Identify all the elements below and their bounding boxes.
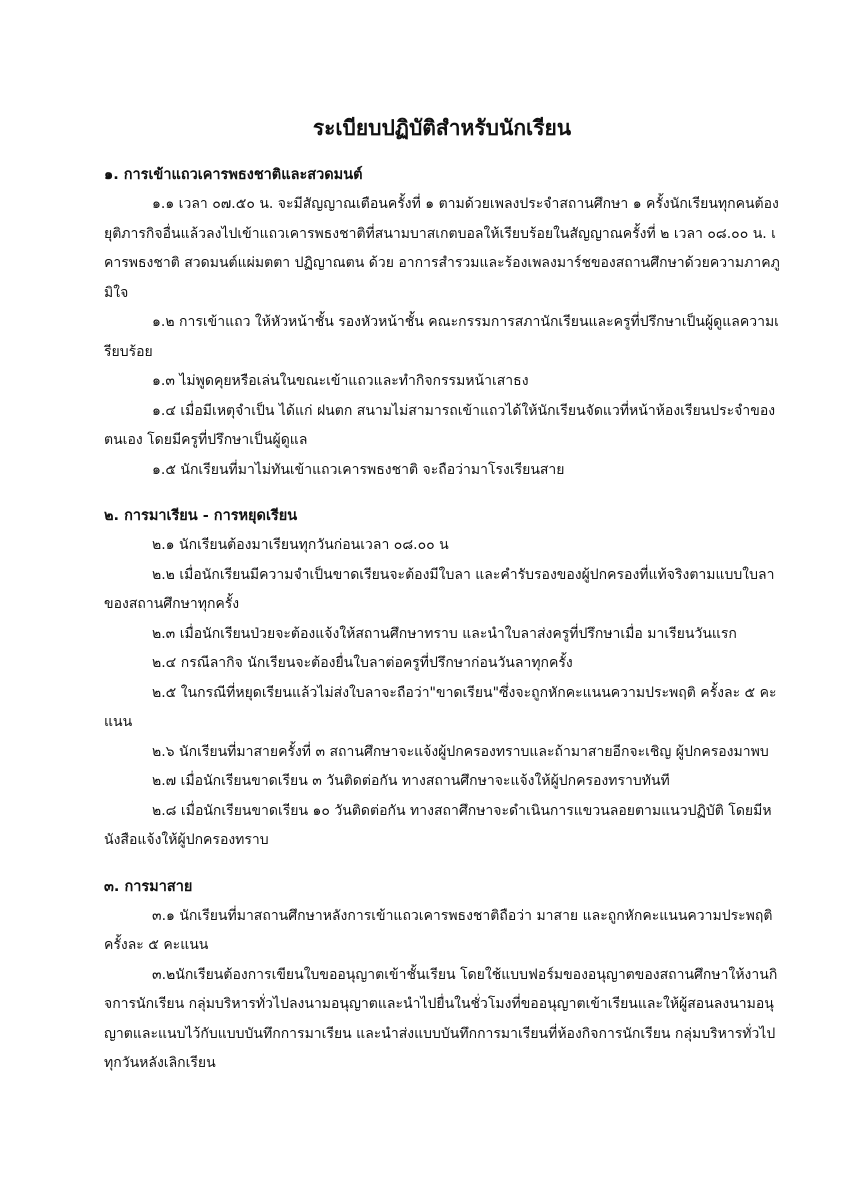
- rule-item: ๒.๖ นักเรียนที่มาสายครั้งที่ ๓ สถานศึกษาจะแจ้งผู้ปกครองทราบและถ้ามาสายอีกจะเชิญ ผู้ปกครองมาพบ: [152, 743, 769, 760]
- section-heading: ๒. การมาเรียน - การหยุดเรียน: [104, 508, 298, 524]
- rule-item: ๑.๔ เมื่อมีเหตุจำเป็น ได้แก่ ฝนตก สนามไม่สามารถเข้าแถวได้ให้นักเรียนจัดแวที่หน้าห้องเรียนประจำของตนเอง โดยมีครูที่ปรึกษาเป็นผู้ดูแล: [104, 402, 776, 448]
- document-page: [104, 108, 780, 1095]
- section-morning-assembly: [104, 160, 780, 485]
- rule-item: ๑.๑ เวลา ๐๗.๕๐ น. จะมีสัญญาณเตือนครั้งที่ ๑ ตามด้วยเพลงประจำสถานศึกษา ๑ ครั้งนักเรียนทุกคนต้องยุติภารกิจอื่นแล้วลงไปเข้าแถวเคารพธงชาติที่สนามบาสเกตบอลให้เรียบร้อยในสัญญาณครั้งที่ ๒ เวลา ๐๘.๐๐ น. เคารพธงชาติ สวดมนต์แผ่มตตา ปฏิญาณตน ด้วย อาการสำรวมและร้องเพลงมาร์ชของสถานศึกษาด้วยความภาคภูมิใจ: [104, 196, 780, 301]
- rule-item: ๑.๒ การเข้าแถว ให้หัวหน้าชั้น รองหัวหน้าชั้น คณะกรรมการสภานักเรียนและครูที่ปรึกษาเป็นผู้ดูแลความเรียบร้อย: [104, 314, 779, 360]
- rule-item: ๒.๕ ในกรณีที่หยุดเรียนแล้วไม่ส่งใบลาจะถือว่า"ขาดเรียน"ซึ่งจะถูกหักคะแนนความประพฤติ ครั้งละ ๕ คะแนน: [104, 684, 777, 730]
- rule-item: ๒.๓ เมื่อนักเรียนป่วยจะต้องแจ้งให้สถานศึกษาทราบ และนำใบลาส่งครูที่ปรึกษาเมื่อ มาเรียนวันแรก: [152, 625, 737, 642]
- section-heading: ๓. การมาสาย: [104, 878, 193, 895]
- rule-item: ๑.๕ นักเรียนที่มาไม่ทันเข้าแถวเคารพธงชาติ จะถือว่ามาโรงเรียนสาย: [152, 461, 565, 478]
- rule-item: ๓.๑ นักเรียนที่มาสถานศึกษาหลังการเข้าแถวเคารพธงชาติถือว่า มาสาย และถูกหักคะแนนความประพฤติ ครั้งละ ๕ คะแนน: [104, 907, 773, 953]
- rule-item: ๒.๔ กรณีลากิจ นักเรียนจะต้องยื่นใบลาต่อครูที่ปรึกษาก่อนวันลาทุกครั้ง: [152, 655, 573, 671]
- rule-item: ๑.๓ ไม่พูดคุยหรือเล่นในขณะเข้าแถวและทำกิจกรรมหน้าเสาธง: [152, 373, 529, 389]
- section-heading: ๑. การเข้าแถวเคารพธงชาติและสวดมนต์: [104, 167, 363, 183]
- rule-item: ๒.๗ เมื่อนักเรียนขาดเรียน ๓ วันติดต่อกัน ทางสถานศึกษาจะแจ้งให้ผู้ปกครองทราบทันที: [152, 773, 670, 789]
- rule-item: ๒.๒ เมื่อนักเรียนมีความจำเป็นขาดเรียนจะต้องมีใบลา และคำรับรองของผู้ปกครองที่แท้จริงตามแบบใบลาของสถานศึกษาทุกครั้ง: [104, 566, 775, 612]
- document-title: ระเบียบปฏิบัติสำหรับนักเรียน: [312, 116, 572, 140]
- rule-item: ๓.๒นักเรียนต้องการเขียนใบขออนุญาตเข้าชั้นเรียน โดยใช้แบบฟอร์มของอนุญาตของสถานศึกษาให้งานกิจการนักเรียน กลุ่มบริหารทั่วไปลงนามอนุญาตและนำไปยื่นในชั่วโมงที่ขออนุญาตเข้าเรียนและให้ผู้สอนลงนามอนุญาตและแนบไว้กับแบบบันทึกการมาเรียน และนำส่งแบบบันทึกการมาเรียนที่ห้องกิจการนักเรียน กลุ่มบริหารทั่วไป ทุกวันหลังเลิกเรียน: [104, 966, 778, 1071]
- rule-item: ๒.๘ เมื่อนักเรียนขาดเรียน ๑๐ วันติดต่อกัน ทางสถาศึกษาจะดำเนินการแขวนลอยตามแนวปฏิบัติ โดยมีหนังสือแจ้งให้ผู้ปกครองทราบ: [104, 802, 772, 848]
- section-attendance: [104, 501, 780, 856]
- section-tardiness: [104, 872, 780, 1079]
- rule-item: ๒.๑ นักเรียนต้องมาเรียนทุกวันก่อนเวลา ๐๘.๐๐ น: [152, 537, 449, 553]
